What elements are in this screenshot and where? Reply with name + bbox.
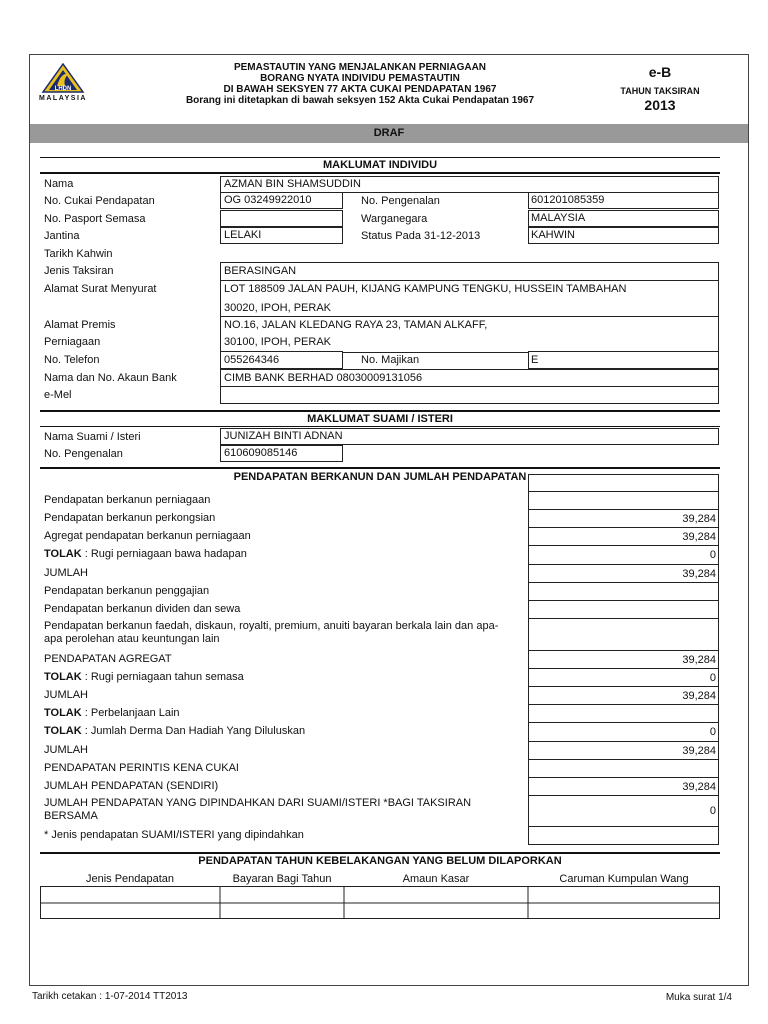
label-tarikh-kahwin: Tarikh Kahwin xyxy=(44,248,113,260)
income-label-penggajian xyxy=(44,585,514,598)
label-majikan: No. Majikan xyxy=(361,354,420,366)
income-label-text: Pendapatan berkanun penggajian xyxy=(44,585,210,597)
income-label-text: JUMLAH PENDAPATAN YANG DIPINDAHKAN DARI SUAMI/ISTERI *BAGI TAKSIRAN BERSAMA xyxy=(44,797,472,822)
income-value-box xyxy=(528,491,719,510)
income-value-jumlah-2: 39,284 xyxy=(682,690,716,702)
income-value-box xyxy=(528,600,719,619)
divider xyxy=(40,157,720,158)
divider xyxy=(40,467,720,469)
value-premis-1: NO.16, JALAN KLEDANG RAYA 23, TAMAN ALKAFF, xyxy=(224,319,488,331)
income-label-text: : Rugi perniagaan bawa hadapan xyxy=(81,548,247,560)
label-status: Status Pada 31-12-2013 xyxy=(361,230,481,242)
tolak-keyword: TOLAK xyxy=(44,671,82,683)
income-value-box xyxy=(528,826,719,845)
section-title-suami: MAKLUMAT SUAMI / ISTERI xyxy=(307,413,453,425)
income-label-text: JUMLAH PENDAPATAN (SENDIRI) xyxy=(44,780,219,792)
tolak-keyword: TOLAK xyxy=(44,707,82,719)
column-amaun-kasar: Amaun Kasar xyxy=(402,873,470,885)
value-alamat-1: LOT 188509 JALAN PAUH, KIJANG KAMPUNG TENGKU, HUSSEIN TAMBAHAN xyxy=(224,283,627,295)
section-title-pendapatan: PENDAPATAN BERKANUN DAN JUMLAH PENDAPATAN xyxy=(233,471,527,483)
arrears-table xyxy=(40,886,720,919)
label-warganegara: Warganegara xyxy=(361,213,428,225)
income-label-rugi-bawa-hadapan xyxy=(44,548,514,561)
divider xyxy=(40,410,720,412)
label-no-pengenalan: No. Pengenalan xyxy=(361,195,440,207)
income-value-box xyxy=(528,704,719,723)
income-value-derma-hadiah: 0 xyxy=(709,726,716,738)
label-alamat: Alamat Surat Menyurat xyxy=(44,283,157,295)
divider xyxy=(40,426,720,427)
label-nama: Nama xyxy=(44,178,74,190)
income-value-rugi-bawa-hadapan: 0 xyxy=(709,549,716,561)
value-bank: CIMB BANK BERHAD 08030009131056 xyxy=(224,372,423,384)
label-telefon: No. Telefon xyxy=(44,354,100,366)
value-majikan: E xyxy=(531,354,539,366)
income-value-dipindahkan: 0 xyxy=(709,805,716,817)
income-label-text: PENDAPATAN PERINTIS KENA CUKAI xyxy=(44,762,239,774)
label-pasport: No. Pasport Semasa xyxy=(44,213,146,225)
income-label-text: : Rugi perniagaan tahun semasa xyxy=(81,671,244,683)
field-emel xyxy=(220,386,719,404)
income-label-faedah-lain xyxy=(44,620,514,646)
income-label-rugi-tahun-semasa xyxy=(44,671,514,684)
value-jantina: LELAKI xyxy=(224,229,262,241)
value-jenis-taksiran: BERASINGAN xyxy=(224,265,297,277)
income-label-text: JUMLAH xyxy=(44,567,89,579)
income-value-jumlah-pendapatan-sendiri: 39,284 xyxy=(682,781,716,793)
income-label-jumlah-3 xyxy=(44,744,514,757)
income-label-text: : Jumlah Derma Dan Hadiah Yang Diluluskan xyxy=(81,725,306,737)
income-label-text: : Perbelanjaan Lain xyxy=(81,707,180,719)
label-jenis-taksiran: Jenis Taksiran xyxy=(44,265,114,277)
value-pengenalan-suami: 610609085146 xyxy=(224,447,298,459)
value-telefon: 055264346 xyxy=(224,354,280,366)
label-bank: Nama dan No. Akaun Bank xyxy=(44,372,177,384)
income-label-dipindahkan xyxy=(44,797,514,823)
income-label-perbelanjaan-lain xyxy=(44,707,514,720)
label-premis-2: Perniagaan xyxy=(44,336,101,348)
income-value-perkongsian: 39,284 xyxy=(682,513,716,525)
header-line-4: Borang ini ditetapkan di bawah seksyen 152 Akta Cukai Pendapatan 1967 xyxy=(185,95,535,106)
column-jenis-pendapatan: Jenis Pendapatan xyxy=(85,873,175,885)
value-nama: AZMAN BIN SHAMSUDDIN xyxy=(224,178,361,190)
header-line-1: PEMASTAUTIN YANG MENJALANKAN PERNIAGAAN xyxy=(233,62,487,73)
value-alamat-2: 30020, IPOH, PERAK xyxy=(224,302,331,314)
divider xyxy=(40,172,720,174)
income-label-text: JUMLAH xyxy=(44,689,89,701)
income-label-text: Pendapatan berkanun faedah, diskaun, royalti, premium, anuiti bayaran berkala lain dan apa-apa perolehan atau keuntungan lain xyxy=(44,620,499,645)
income-label-jumlah-pendapatan-sendiri xyxy=(44,780,514,793)
header-line-3: DI BAWAH SEKSYEN 77 AKTA CUKAI PENDAPATAN 1967 xyxy=(223,84,497,95)
income-label-text: JUMLAH xyxy=(44,744,89,756)
header-line-2: BORANG NYATA INDIVIDU PEMASTAUTIN xyxy=(260,73,460,84)
form-code: e-B xyxy=(648,64,672,80)
label-emel: e-Mel xyxy=(44,389,72,401)
label-premis-1: Alamat Premis xyxy=(44,319,116,331)
value-premis-2: 30100, IPOH, PERAK xyxy=(224,336,331,348)
income-label-jenis-pindahan xyxy=(44,829,514,842)
field-majikan xyxy=(528,351,719,369)
income-header-box xyxy=(528,474,719,492)
value-no-pengenalan: 601201085359 xyxy=(531,194,605,206)
income-label-dividen-sewa xyxy=(44,603,514,616)
label-pengenalan-suami: No. Pengenalan xyxy=(44,448,123,460)
page-number: Muka surat 1/4 xyxy=(665,992,732,1003)
income-value-box xyxy=(528,618,719,651)
income-label-pendapatan-agregat xyxy=(44,653,514,666)
label-jantina: Jantina xyxy=(44,230,80,242)
field-pasport xyxy=(220,210,343,227)
logo-caption: MALAYSIA xyxy=(39,95,87,102)
value-warganegara: MALAYSIA xyxy=(531,212,586,224)
value-status: KAHWIN xyxy=(531,229,575,241)
income-value-rugi-tahun-semasa: 0 xyxy=(709,672,716,684)
income-label-perkongsian xyxy=(44,512,514,525)
income-label-text: Pendapatan berkanun perniagaan xyxy=(44,494,211,506)
income-label-agregat-perniagaan xyxy=(44,530,514,543)
draf-banner: DRAF xyxy=(30,124,748,143)
section-title-individu: MAKLUMAT INDIVIDU xyxy=(322,159,438,171)
income-label-jumlah-1 xyxy=(44,567,514,580)
income-label-text: * Jenis pendapatan SUAMI/ISTERI yang dipindahkan xyxy=(44,829,304,841)
logo-lhdn-text: LHDN xyxy=(54,86,72,92)
income-value-box xyxy=(528,759,719,778)
section-title-tertunggak: PENDAPATAN TAHUN KEBELAKANGAN YANG BELUM DILAPORKAN xyxy=(198,855,562,867)
income-label-text: PENDAPATAN AGREGAT xyxy=(44,653,172,665)
label-nama-suami: Nama Suami / Isteri xyxy=(44,431,141,443)
income-label-text: Pendapatan berkanun perkongsian xyxy=(44,512,216,524)
income-value-agregat-perniagaan: 39,284 xyxy=(682,531,716,543)
income-label-perintis xyxy=(44,762,514,775)
value-no-cukai: OG 03249922010 xyxy=(224,194,312,206)
tahun-taksiran-value: 2013 xyxy=(644,97,676,113)
tahun-taksiran-label: TAHUN TAKSIRAN xyxy=(620,86,700,96)
income-label-perniagaan xyxy=(44,494,514,507)
income-value-jumlah-3: 39,284 xyxy=(682,745,716,757)
value-nama-suami: JUNIZAH BINTI ADNAN xyxy=(224,430,343,442)
tolak-keyword: TOLAK xyxy=(44,725,82,737)
column-caruman: Caruman Kumpulan Wang xyxy=(559,873,689,885)
divider xyxy=(40,852,720,854)
column-bayaran-bagi-tahun: Bayaran Bagi Tahun xyxy=(232,873,332,885)
income-label-derma-hadiah xyxy=(44,725,514,738)
income-label-text: Agregat pendapatan berkanun perniagaan xyxy=(44,530,251,542)
income-label-text: Pendapatan berkanun dividen dan sewa xyxy=(44,603,241,615)
tolak-keyword: TOLAK xyxy=(44,548,82,560)
income-value-pendapatan-agregat: 39,284 xyxy=(682,654,716,666)
lhdn-logo xyxy=(33,62,93,106)
label-no-cukai: No. Cukai Pendapatan xyxy=(44,195,155,207)
print-date: Tarikh cetakan : 1-07-2014 TT2013 xyxy=(32,991,188,1002)
income-label-jumlah-2 xyxy=(44,689,514,702)
income-value-jumlah-1: 39,284 xyxy=(682,568,716,580)
income-value-box xyxy=(528,582,719,601)
